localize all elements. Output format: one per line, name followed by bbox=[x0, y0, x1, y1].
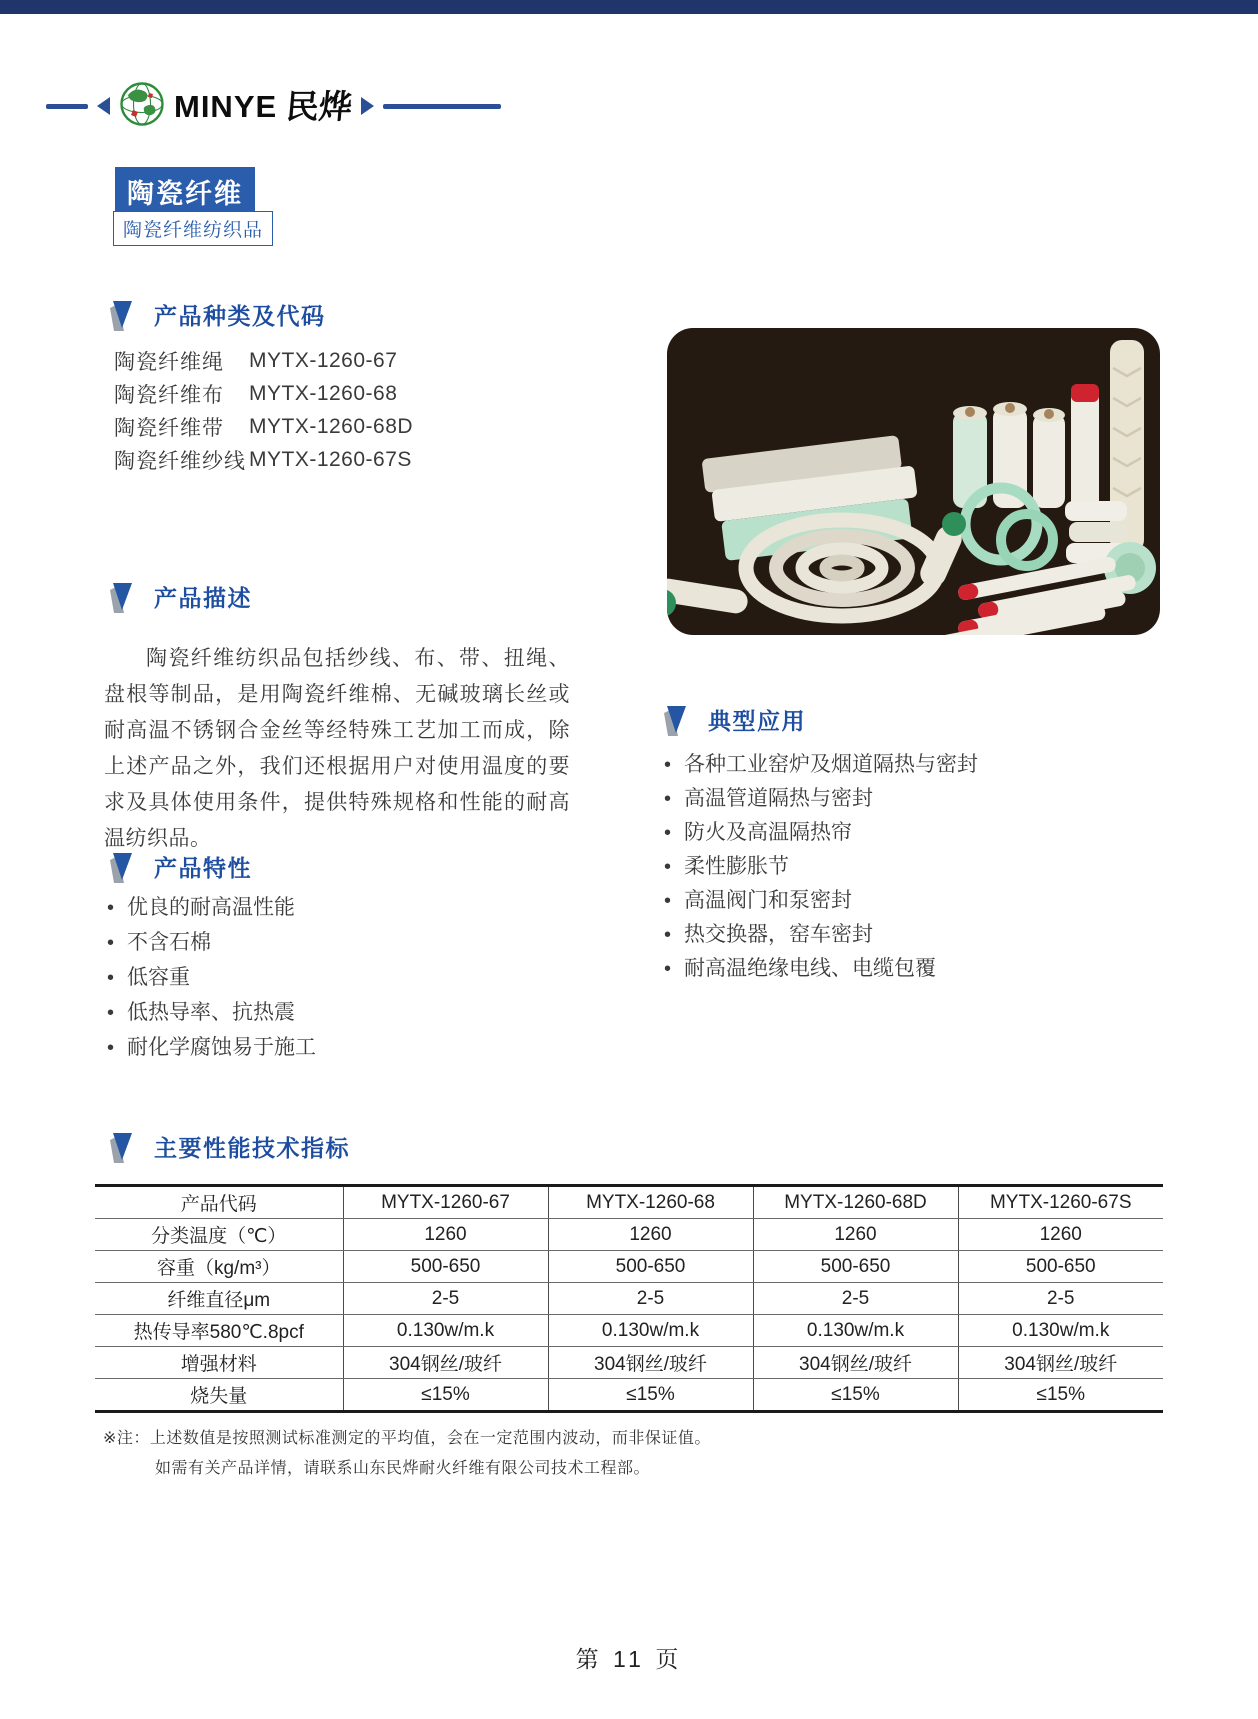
spec-value-cell: 304钢丝/玻纤 bbox=[958, 1347, 1163, 1379]
specs-row bbox=[95, 1251, 1163, 1283]
spec-label-cell: 增强材料 bbox=[95, 1347, 343, 1379]
section-applications-header bbox=[664, 706, 806, 736]
spec-label-cell: 烧失量 bbox=[95, 1379, 343, 1412]
specs-row bbox=[95, 1347, 1163, 1379]
bullet-text: 耐高温绝缘电线、电缆包覆 bbox=[684, 957, 937, 980]
section-heading: 主要性能技术指标 bbox=[154, 1135, 350, 1161]
top-accent-bar bbox=[0, 0, 1258, 14]
section-heading: 产品描述 bbox=[154, 585, 252, 611]
spec-value-cell: 500-650 bbox=[548, 1251, 753, 1283]
feature-item bbox=[107, 1031, 316, 1066]
product-type-name: 陶瓷纤维布 bbox=[114, 383, 224, 407]
bullet-icon: • bbox=[107, 967, 115, 989]
product-type-code: MYTX-1260-67S bbox=[249, 447, 412, 471]
specs-header-row bbox=[95, 1186, 1163, 1219]
product-photo bbox=[667, 328, 1160, 635]
spec-label-cell: 分类温度（℃） bbox=[95, 1219, 343, 1251]
spec-value-cell: MYTX-1260-68 bbox=[548, 1186, 753, 1219]
bullet-icon: • bbox=[664, 788, 672, 810]
bullet-text: 耐化学腐蚀易于施工 bbox=[127, 1036, 317, 1059]
product-type-row bbox=[114, 443, 413, 476]
section-description-header bbox=[110, 583, 252, 613]
section-heading: 典型应用 bbox=[708, 708, 806, 734]
bullet-icon: • bbox=[664, 754, 672, 776]
spec-value-cell: 1260 bbox=[343, 1219, 548, 1251]
bullet-icon: • bbox=[664, 924, 672, 946]
application-item bbox=[664, 816, 978, 850]
brand-header bbox=[46, 84, 501, 128]
spec-value-cell: 500-650 bbox=[753, 1251, 958, 1283]
spec-value-cell: ≤15% bbox=[753, 1379, 958, 1412]
bullet-text: 低容重 bbox=[127, 966, 191, 989]
bullet-icon: • bbox=[664, 822, 672, 844]
spec-value-cell: 2-5 bbox=[753, 1283, 958, 1315]
spec-value-cell: 1260 bbox=[548, 1219, 753, 1251]
product-type-code: MYTX-1260-67 bbox=[249, 348, 398, 372]
product-type-list bbox=[114, 344, 413, 476]
feature-item bbox=[107, 996, 316, 1031]
product-type-row bbox=[114, 410, 413, 443]
spec-value-cell: MYTX-1260-67S bbox=[958, 1186, 1163, 1219]
product-type-code: MYTX-1260-68D bbox=[249, 414, 414, 438]
spec-value-cell: 0.130w/m.k bbox=[753, 1315, 958, 1347]
note-line: 如需有关产品详情，请联系山东民烨耐火纤维有限公司技术工程部。 bbox=[155, 1460, 651, 1477]
application-item bbox=[664, 918, 978, 952]
spec-value-cell: ≤15% bbox=[343, 1379, 548, 1412]
spec-value-cell: 500-650 bbox=[343, 1251, 548, 1283]
specs-table bbox=[95, 1184, 1163, 1413]
feature-item bbox=[107, 926, 316, 961]
bullet-icon: • bbox=[107, 897, 115, 919]
bullet-text: 高温阀门和泵密封 bbox=[684, 889, 853, 912]
section-features-header bbox=[110, 853, 252, 883]
specs-table-body bbox=[95, 1186, 1163, 1412]
bullet-icon: • bbox=[107, 1002, 115, 1024]
decorative-line-right bbox=[383, 104, 501, 109]
spec-value-cell: 0.130w/m.k bbox=[343, 1315, 548, 1347]
feature-item bbox=[107, 961, 316, 996]
spec-value-cell: ≤15% bbox=[548, 1379, 753, 1412]
bullet-icon: • bbox=[107, 932, 115, 954]
spec-value-cell: 2-5 bbox=[343, 1283, 548, 1315]
specs-row bbox=[95, 1283, 1163, 1315]
page-subtitle: 陶瓷纤维纺织品 bbox=[113, 211, 273, 246]
section-flag-icon bbox=[110, 301, 132, 331]
bullet-text: 防火及高温隔热帘 bbox=[684, 821, 853, 844]
spec-value-cell: 304钢丝/玻纤 bbox=[343, 1347, 548, 1379]
spec-value-cell: 2-5 bbox=[548, 1283, 753, 1315]
section-specs-header bbox=[110, 1133, 350, 1163]
brand-name-cn: 民烨 bbox=[284, 86, 354, 126]
spec-value-cell: 1260 bbox=[753, 1219, 958, 1251]
bullet-text: 优良的耐高温性能 bbox=[127, 896, 296, 919]
right-arrow-icon bbox=[361, 97, 374, 115]
spec-value-cell: 2-5 bbox=[958, 1283, 1163, 1315]
product-type-name: 陶瓷纤维带 bbox=[114, 416, 224, 440]
application-item bbox=[664, 952, 978, 986]
spec-value-cell: MYTX-1260-68D bbox=[753, 1186, 958, 1219]
product-type-name: 陶瓷纤维绳 bbox=[114, 350, 224, 374]
brand-name-en: MINYE bbox=[174, 88, 278, 124]
spec-value-cell: 304钢丝/玻纤 bbox=[548, 1347, 753, 1379]
product-type-code: MYTX-1260-68 bbox=[249, 381, 398, 405]
page-title: 陶瓷纤维 bbox=[115, 167, 255, 216]
application-item bbox=[664, 850, 978, 884]
section-flag-icon bbox=[110, 853, 132, 883]
decorative-line-left bbox=[46, 104, 88, 109]
product-description-text: 陶瓷纤维纺织品包括纱线、布、带、扭绳、盘根等制品，是用陶瓷纤维棉、无碱玻璃长丝或耐高温不锈钢合金丝等经特殊工艺加工而成，除上述产品之外，我们还根据用户对使用温度的要求及具体使用条件，提供特殊规格和性能的耐高温纺织品。 bbox=[104, 647, 570, 850]
section-types-header bbox=[110, 301, 326, 331]
globe-logo-icon bbox=[119, 81, 165, 132]
note-line: ※注：上述数值是按照测试标准测定的平均值，会在一定范围内波动，而非保证值。 bbox=[103, 1430, 711, 1447]
page-number: 第 11 页 bbox=[575, 1646, 683, 1672]
spec-value-cell: 500-650 bbox=[958, 1251, 1163, 1283]
application-item bbox=[664, 782, 978, 816]
spec-label-cell: 纤维直径μm bbox=[95, 1283, 343, 1315]
bullet-text: 不含石棉 bbox=[127, 931, 212, 954]
spec-label-cell: 产品代码 bbox=[95, 1186, 343, 1219]
bullet-icon: • bbox=[664, 958, 672, 980]
section-heading: 产品种类及代码 bbox=[154, 303, 326, 329]
spec-value-cell: MYTX-1260-67 bbox=[343, 1186, 548, 1219]
product-type-name: 陶瓷纤维纱线 bbox=[114, 449, 246, 473]
application-item bbox=[664, 884, 978, 918]
left-arrow-icon bbox=[97, 97, 110, 115]
spec-value-cell: 0.130w/m.k bbox=[958, 1315, 1163, 1347]
spec-label-cell: 容重（kg/m³） bbox=[95, 1251, 343, 1283]
spec-value-cell: 0.130w/m.k bbox=[548, 1315, 753, 1347]
section-flag-icon bbox=[664, 706, 686, 736]
product-type-row bbox=[114, 344, 413, 377]
spec-value-cell: 304钢丝/玻纤 bbox=[753, 1347, 958, 1379]
spec-value-cell: ≤15% bbox=[1036, 1383, 1085, 1405]
spec-label-cell: 热传导率580℃.8pcf bbox=[95, 1315, 343, 1347]
bullet-text: 各种工业窑炉及烟道隔热与密封 bbox=[684, 753, 979, 776]
features-list bbox=[107, 891, 316, 1066]
table-notes bbox=[103, 1424, 711, 1484]
bullet-icon: • bbox=[664, 856, 672, 878]
bullet-text: 低热导率、抗热震 bbox=[127, 1001, 296, 1024]
bullet-text: 热交换器，窑车密封 bbox=[684, 923, 874, 946]
bullet-icon: • bbox=[664, 890, 672, 912]
bullet-icon: • bbox=[107, 1037, 115, 1059]
specs-row bbox=[95, 1315, 1163, 1347]
applications-list bbox=[664, 748, 978, 986]
spec-value-cell: 1260 bbox=[958, 1219, 1163, 1251]
section-flag-icon bbox=[110, 1133, 132, 1163]
section-flag-icon bbox=[110, 583, 132, 613]
feature-item bbox=[107, 891, 316, 926]
specs-row bbox=[95, 1379, 1163, 1412]
bullet-text: 高温管道隔热与密封 bbox=[684, 787, 874, 810]
application-item bbox=[664, 748, 978, 782]
specs-row bbox=[95, 1219, 1163, 1251]
product-photo-illustration bbox=[667, 328, 1160, 635]
product-type-row bbox=[114, 377, 413, 410]
section-heading: 产品特性 bbox=[154, 855, 252, 881]
bullet-text: 柔性膨胀节 bbox=[684, 855, 790, 878]
